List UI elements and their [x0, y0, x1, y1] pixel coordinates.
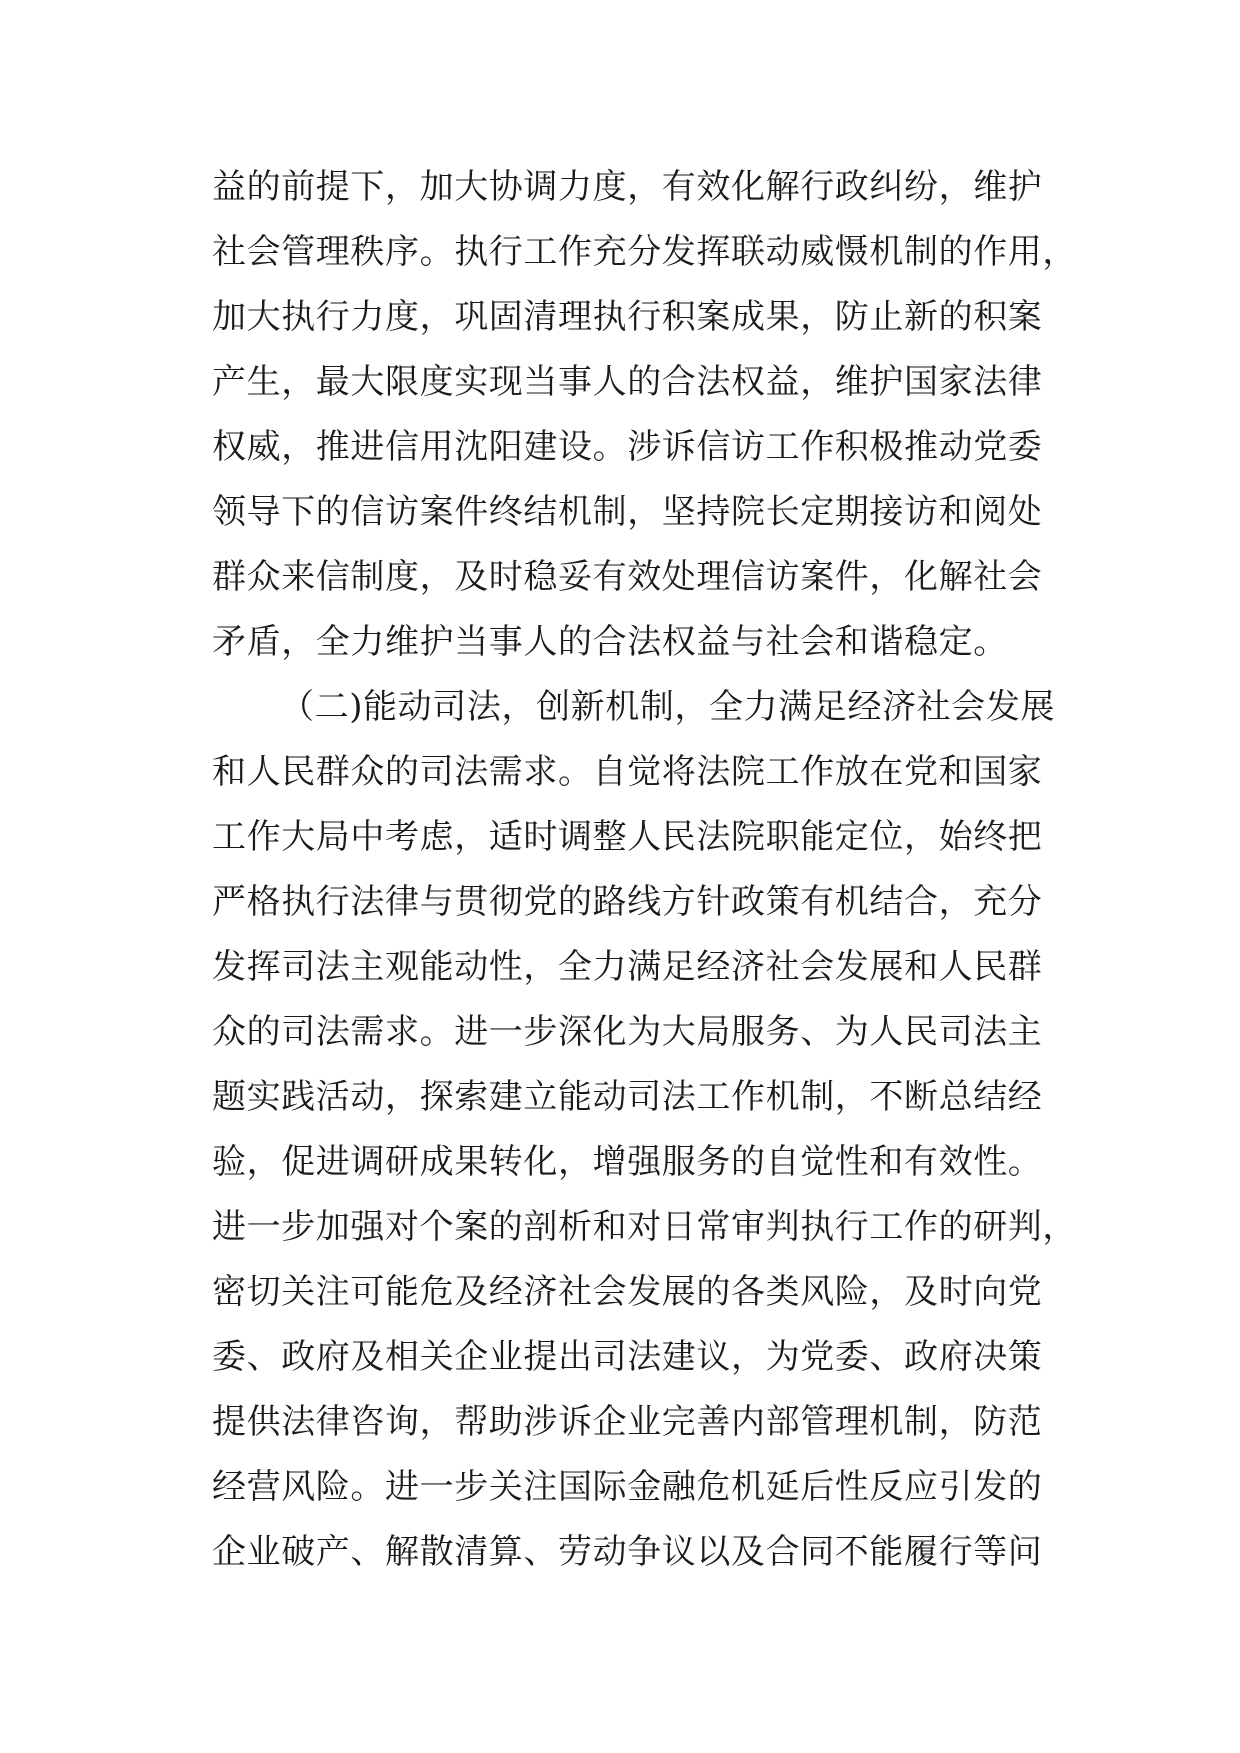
- text-line: 众的司法需求。进一步深化为大局服务、为人民司法主: [212, 1012, 1043, 1052]
- text-line: 进一步加强对个案的剖析和对日常审判执行工作的研判，: [212, 1207, 1077, 1247]
- section-heading-line: （二)能动司法，创新机制，全力满足经济社会发展: [280, 687, 1056, 727]
- text-line: 密切关注可能危及经济社会发展的各类风险，及时向党: [212, 1272, 1043, 1312]
- text-line: 群众来信制度，及时稳妥有效处理信访案件，化解社会: [212, 557, 1043, 597]
- text-line: 产生，最大限度实现当事人的合法权益，维护国家法律: [212, 362, 1043, 402]
- text-line: 题实践活动，探索建立能动司法工作机制，不断总结经: [212, 1077, 1043, 1117]
- text-line: 加大执行力度，巩固清理执行积案成果，防止新的积案: [212, 297, 1043, 337]
- text-line: 验，促进调研成果转化，增强服务的自觉性和有效性。: [212, 1142, 1043, 1182]
- body-text: [212, 155, 1077, 1585]
- text-line: 权威，推进信用沈阳建设。涉诉信访工作积极推动党委: [212, 427, 1043, 467]
- text-line: 委、政府及相关企业提出司法建议，为党委、政府决策: [212, 1337, 1043, 1377]
- text-line: 益的前提下，加大协调力度，有效化解行政纠纷，维护: [212, 167, 1043, 207]
- text-line: 和人民群众的司法需求。自觉将法院工作放在党和国家: [212, 752, 1043, 792]
- text-line: 经营风险。进一步关注国际金融危机延后性反应引发的: [212, 1467, 1043, 1507]
- text-line: 发挥司法主观能动性，全力满足经济社会发展和人民群: [212, 947, 1043, 987]
- text-line: 严格执行法律与贯彻党的路线方针政策有机结合，充分: [212, 882, 1043, 922]
- text-line: 提供法律咨询，帮助涉诉企业完善内部管理机制，防范: [212, 1402, 1043, 1442]
- text-line: 社会管理秩序。执行工作充分发挥联动威慑机制的作用，: [212, 232, 1077, 272]
- text-line: 企业破产、解散清算、劳动争议以及合同不能履行等问: [212, 1532, 1043, 1572]
- text-line: 领导下的信访案件终结机制，坚持院长定期接访和阅处: [212, 492, 1043, 532]
- text-line: 工作大局中考虑，适时调整人民法院职能定位，始终把: [212, 817, 1043, 857]
- text-line: 矛盾，全力维护当事人的合法权益与社会和谐稳定。: [212, 622, 1008, 662]
